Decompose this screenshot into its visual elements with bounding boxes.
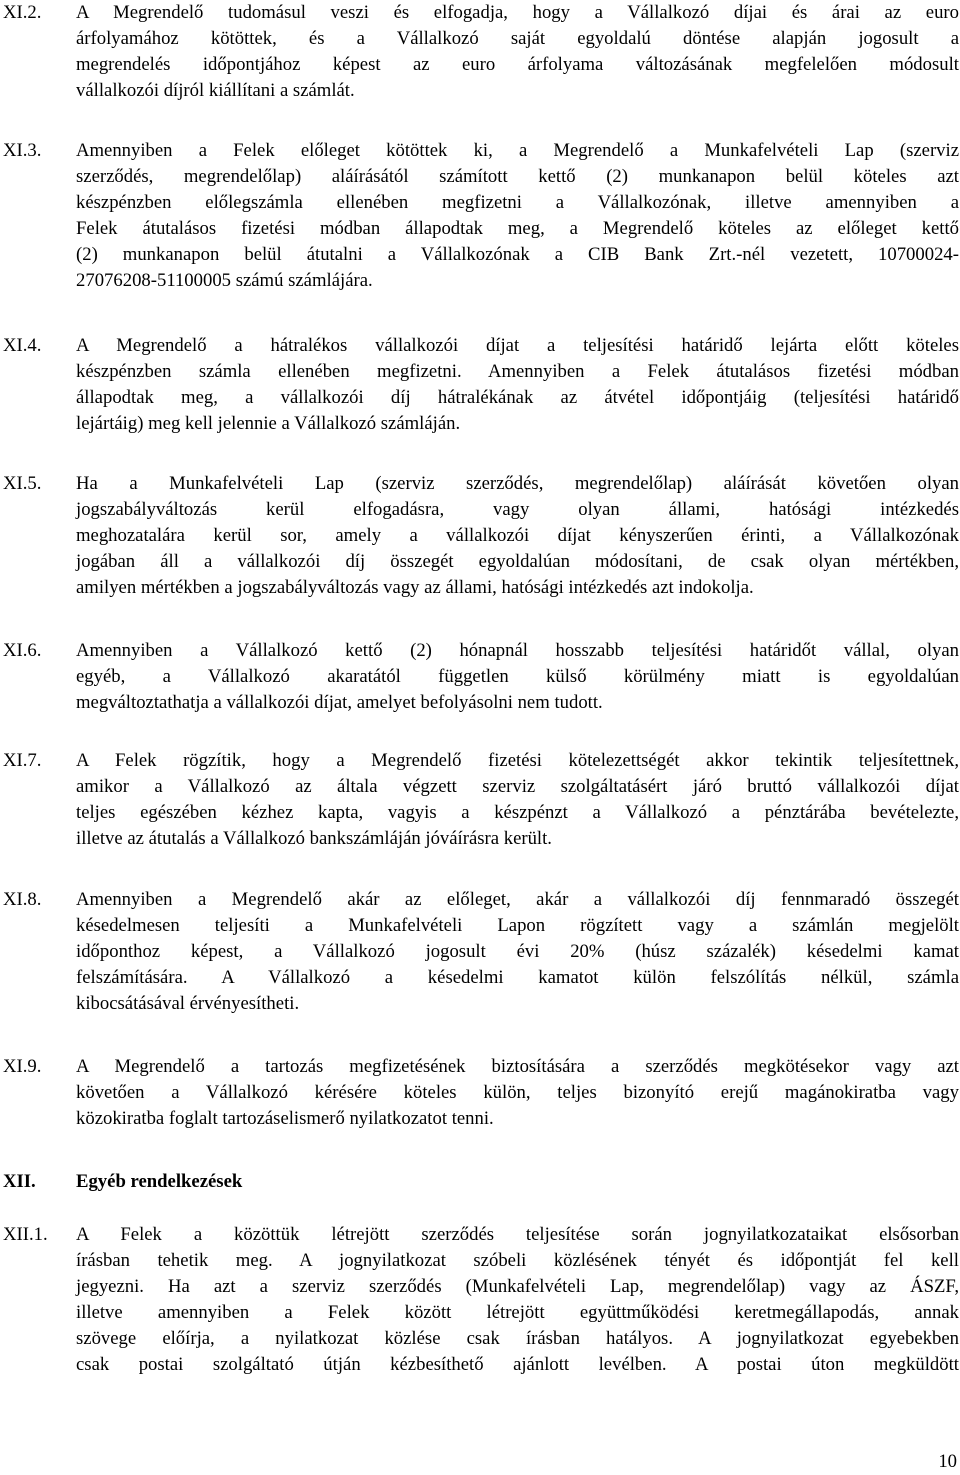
clause-number: XI.2. [3,2,42,23]
text-line: Amennyiben a Vállalkozó kettő (2) hónapnál hosszabb teljesítési határidőt vállal, olyan [76,640,959,661]
text-line: jogszabályváltozás kerül elfogadásra, vagy olyan állami, hatósági intézkedés [76,499,959,520]
section-number: XII. [3,1171,36,1192]
text-line: készpénzben számla ellenében megfizetni. Amennyiben a Felek átutalásos fizetési módban [76,361,959,382]
text-line: (2) munkanapon belül átutalni a Vállalkozónak a CIB Bank Zrt.-nél vezetett, 10700024- [76,244,959,265]
text-line: illetve amennyiben a Felek között létrejött együttműködési keretmegállapodás, annak [76,1302,959,1323]
text-line: A Megrendelő a tartozás megfizetésének biztosítására a szerződés megkötésekor vagy azt [76,1056,959,1077]
page-number: 10 [938,1451,957,1472]
text-line: felszámítására. A Vállalkozó a késedelmi kamatot külön felszólítás nélkül, számla [76,967,959,988]
text-line: állapodtak meg, a vállalkozói díj hátralékának az átvétel időpontjáig (teljesítési határidő [76,387,959,408]
text-line: 27076208-51100005 számú számlájára. [76,270,373,291]
text-line: írásban tehetik meg. A jognyilatkozat szóbeli közlésének tényét és időpontját fel kell [76,1250,959,1271]
clause-text [76,748,959,852]
text-line: jegyezni. Ha azt a szerviz szerződés (Munkafelvételi Lap, megrendelőlap) vagy az ÁSZF, [76,1276,959,1297]
clause-text [76,887,959,1017]
clause-number: XI.3. [3,140,42,161]
clause-number: XI.6. [3,640,42,661]
clause-number: XI.7. [3,750,42,771]
clause-number: XI.5. [3,473,42,494]
clause-text [76,1054,959,1132]
clause-text [76,333,959,437]
clause-number: XI.8. [3,889,42,910]
text-line: amikor a Vállalkozó az általa végzett szerviz szolgáltatásért járó bruttó vállalkozói díjat [76,776,959,797]
text-line: csak postai szolgáltató útján kézbesíthető ajánlott levélben. A postai úton megküldött [76,1354,959,1375]
text-line: Ha a Munkafelvételi Lap (szerviz szerződés, megrendelőlap) aláírását követően olyan [76,473,959,494]
text-line: készpénzben előlegszámla ellenében megfizetni a Vállalkozónak, illetve amennyiben a [76,192,959,213]
text-line: késedelmesen teljesíti a Munkafelvételi Lapon rögzített vagy a számlán megjelölt [76,915,959,936]
text-line: A Megrendelő tudomásul veszi és elfogadja, hogy a Vállalkozó díjai és árai az euro [76,2,959,23]
text-line: közokiratba foglalt tartozáselismerő nyilatkozatot tenni. [76,1108,494,1129]
clause-number: XI.9. [3,1056,42,1077]
clause-text [76,638,959,716]
text-line: szerződés, megrendelőlap) aláírásától számított kettő (2) munkanapon belül köteles azt [76,166,959,187]
section-title: Egyéb rendelkezések [76,1171,243,1192]
text-line: jogában áll a vállalkozói díj összegét egyoldalúan módosítani, de csak olyan mértékben, [76,551,959,572]
text-line: Amennyiben a Megrendelő akár az előleget, akár a vállalkozói díj fennmaradó összegét [76,889,959,910]
text-line: A Megrendelő a hátralékos vállalkozói díjat a teljesítési határidő lejárta előtt köteles [76,335,959,356]
text-line: követően a Vállalkozó kérésére köteles külön, teljes bizonyító erejű magánokiratba vagy [76,1082,959,1103]
clause-number: XII.1. [3,1224,48,1245]
text-line: vállalkozói díjról kiállítani a számlát. [76,80,355,101]
text-line: A Felek a közöttük létrejött szerződés teljesítése során jognyilatkozataikat elsősorban [76,1224,959,1245]
clause-number: XI.4. [3,335,42,356]
text-line: megváltoztathatja a vállalkozói díjat, amelyet befolyásolni nem tudott. [76,692,603,713]
text-line: A Felek rögzítik, hogy a Megrendelő fizetési kötelezettségét akkor tekintik teljesítettnek, [76,750,959,771]
text-line: szövege előírja, a nyilatkozat közlése csak írásban hatályos. A jognyilatkozat egyebekben [76,1328,959,1349]
text-line: Amennyiben a Felek előleget kötöttek ki, a Megrendelő a Munkafelvételi Lap (szerviz [76,140,959,161]
clause-text [76,0,959,104]
clause-text [76,138,959,294]
text-line: kibocsátásával érvényesítheti. [76,993,300,1014]
text-line: teljes egészében kézhez kapta, vagyis a készpénzt a Vállalkozó a pénztárába bevételezte, [76,802,959,823]
text-line: illetve az átutalás a Vállalkozó bankszámláján jóváírásra került. [76,828,552,849]
text-line: egyéb, a Vállalkozó akaratától független külső körülmény miatt is egyoldalúan [76,666,959,687]
text-line: időponthoz képest, a Vállalkozó jogosult évi 20% (húsz százalék) késedelmi kamat [76,941,959,962]
text-line: megrendelés időpontjához képest az euro árfolyama változásának megfelelően módosult [76,54,959,75]
text-line: árfolyamához kötöttek, és a Vállalkozó saját egyoldalú döntése alapján jogosult a [76,28,959,49]
clause-text [76,471,959,601]
text-line: amilyen mértékben a jogszabályváltozás vagy az állami, hatósági intézkedés azt indokolja. [76,577,754,598]
text-line: Felek átutalásos fizetési módban állapodtak meg, a Megrendelő köteles az előleget kettő [76,218,959,239]
text-line: lejártáig) meg kell jelennie a Vállalkozó számláján. [76,413,461,434]
clause-text [76,1222,959,1378]
text-line: meghozatalára kerül sor, amely a vállalkozói díjat kényszerűen érinti, a Vállalkozónak [76,525,959,546]
